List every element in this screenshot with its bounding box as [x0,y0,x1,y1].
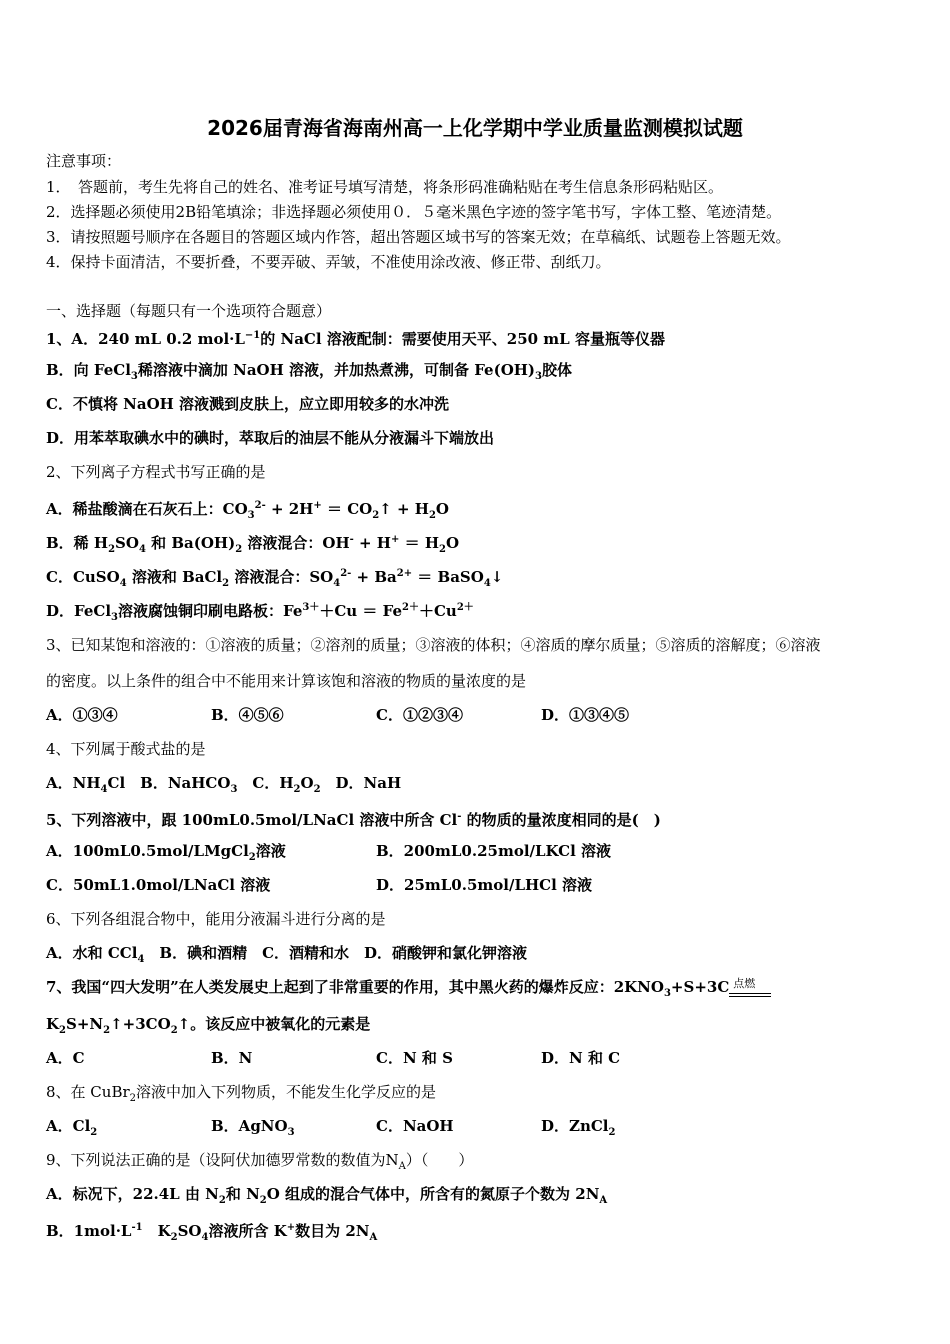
q3-stem-line-1: 3、已知某饱和溶液的：①溶液的质量；②溶剂的质量；③溶液的体积；④溶质的摩尔质量；⑤溶质的溶解度；⑥溶液 [46,636,821,654]
q6-stem: 6、下列各组混合物中，能用分液漏斗进行分离的是 [46,910,386,928]
q2-option-d: D．FeCl$_3$溶液腐蚀铜印刷电路板：$Fe^{3+}+Cu = Fe^{2+}+Cu^{2+}$ [46,602,474,623]
q8-option-a: A．$Cl_2$ [46,1117,98,1138]
q6-options: A．水和 CCl$_4$ B．碘和酒精 C．酒精和水 D．硝酸钾和氯化钾溶液 [46,944,528,965]
q7-stem-line-2: $K_2S+N_2↑+3CO_2↑$。该反应中被氧化的元素是 [46,1015,371,1036]
q3-option-a: A．①③④ [46,706,118,724]
notice-heading: 注意事项： [46,152,122,170]
q1-option-b: B．向 FeCl$_3$稀溶液中滴加 NaOH 溶液，并加热煮沸，可制备 $Fe(OH)_3$胶体 [46,361,573,382]
notice-item-2: 2．选择题必须使用2B铅笔填涂；非选择题必须使用０．５毫米黑色字迹的签字笔书写，字体工整、笔迹清楚。 [46,203,782,221]
notice-item-4: 4．保持卡面清洁，不要折叠，不要弄破、弄皱，不准使用涂改液、修正带、刮纸刀。 [46,253,611,271]
q7-option-b: B．N [211,1049,253,1067]
q1-option-a: 1、A．240 mL 0.2 $mol\cdot L^{-1}$的 NaCl 溶液配制：需要使用天平、250 mL 容量瓶等仪器 [46,330,665,348]
q8-option-c: C．NaOH [376,1117,454,1135]
q3-stem-line-2: 的密度。以上条件的组合中不能用来计算该饱和溶液的物质的量浓度的是 [46,672,527,690]
q2-option-b: B．稀 $H_2SO_4$ 和 $Ba(OH)_2$ 溶液混合：$OH^- + H^+ = H_2O$ [46,534,460,555]
q8-option-b: B．AgNO$_3$ [211,1117,295,1138]
reaction-condition-arrow: 点燃 [729,985,771,1003]
q9-option-b: B．$1mol\cdot L^{-1}$ $K_2SO_4$溶液所含 K+数目为 $2N_A$ [46,1222,378,1243]
q5-option-a: A．100mL0.5mol/LMgCl$_2$溶液 [46,842,286,863]
q4-options: A．$NH_4Cl$ B．NaHCO$_3$ C．$H_2O_2$ D．NaH [46,774,402,795]
q1-option-d: D．用苯萃取碘水中的碘时，萃取后的油层不能从分液漏斗下端放出 [46,429,495,447]
q9-option-a: A．标况下，22.4L 由 $N_2$和 $N_2O$ 组成的混合气体中，所含有的氮原子个数为 $2N_A$ [46,1185,608,1206]
q7-option-c: C．N 和 S [376,1049,453,1067]
q7-option-d: D．N 和 C [541,1049,621,1067]
q7-stem-line-1: 7、我国“四大发明”在人类发展史上起到了非常重要的作用，其中黑火药的爆炸反应：$2KNO_3+S+3C$ 点燃 [46,978,771,1003]
q3-option-d: D．①③④⑤ [541,706,630,724]
q2-option-c: C．CuSO$_4$ 溶液和 BaCl$_2$ 溶液混合：$SO_4^{2-} + Ba^{2+}$ ＝ BaSO$_4$↓ [46,568,504,589]
q8-option-d: D．ZnCl$_2$ [541,1117,616,1138]
q1-option-c: C．不慎将 NaOH 溶液溅到皮肤上，应立即用较多的水冲洗 [46,395,450,413]
q4-stem: 4、下列属于酸式盐的是 [46,740,206,758]
q7-option-a: A．C [46,1049,85,1067]
q3-option-c: C．①②③④ [376,706,463,724]
q5-option-c: C．50mL1.0mol/LNaCl 溶液 [46,876,271,894]
q2-stem: 2、下列离子方程式书写正确的是 [46,463,266,481]
q9-stem: 9、下列说法正确的是（设阿伏加德罗常数的数值为$N_A$）（ ） [46,1151,474,1172]
document-title: 2026届青海省海南州高一上化学期中学业质量监测模拟试题 [207,116,743,140]
notice-item-3: 3．请按照题号顺序在各题目的答题区域内作答，超出答题区域书写的答案无效；在草稿纸、试题卷上答题无效。 [46,228,791,246]
section-heading: 一、选择题（每题只有一个选项符合题意） [46,302,332,320]
q2-option-a: A．稀盐酸滴在石灰石上：$CO_3^{2-} + 2H^+$ ＝ $CO_2↑ + H_2O$ [46,500,449,521]
q5-stem: 5、下列溶液中，跟 100mL0.5mol/LNaCl 溶液中所含 Cl- 的物质的量浓度相同的是( ) [46,811,661,829]
q8-stem: 8、在 CuBr$_2$溶液中加入下列物质，不能发生化学反应的是 [46,1083,437,1104]
notice-item-1: 1． 答题前，考生先将自己的姓名、准考证号填写清楚，将条形码准确粘贴在考生信息条形码粘贴区。 [46,178,724,196]
q5-option-d: D．25mL0.5mol/LHCl 溶液 [376,876,593,894]
q3-option-b: B．④⑤⑥ [211,706,284,724]
q5-option-b: B．200mL0.25mol/LKCl 溶液 [376,842,612,860]
